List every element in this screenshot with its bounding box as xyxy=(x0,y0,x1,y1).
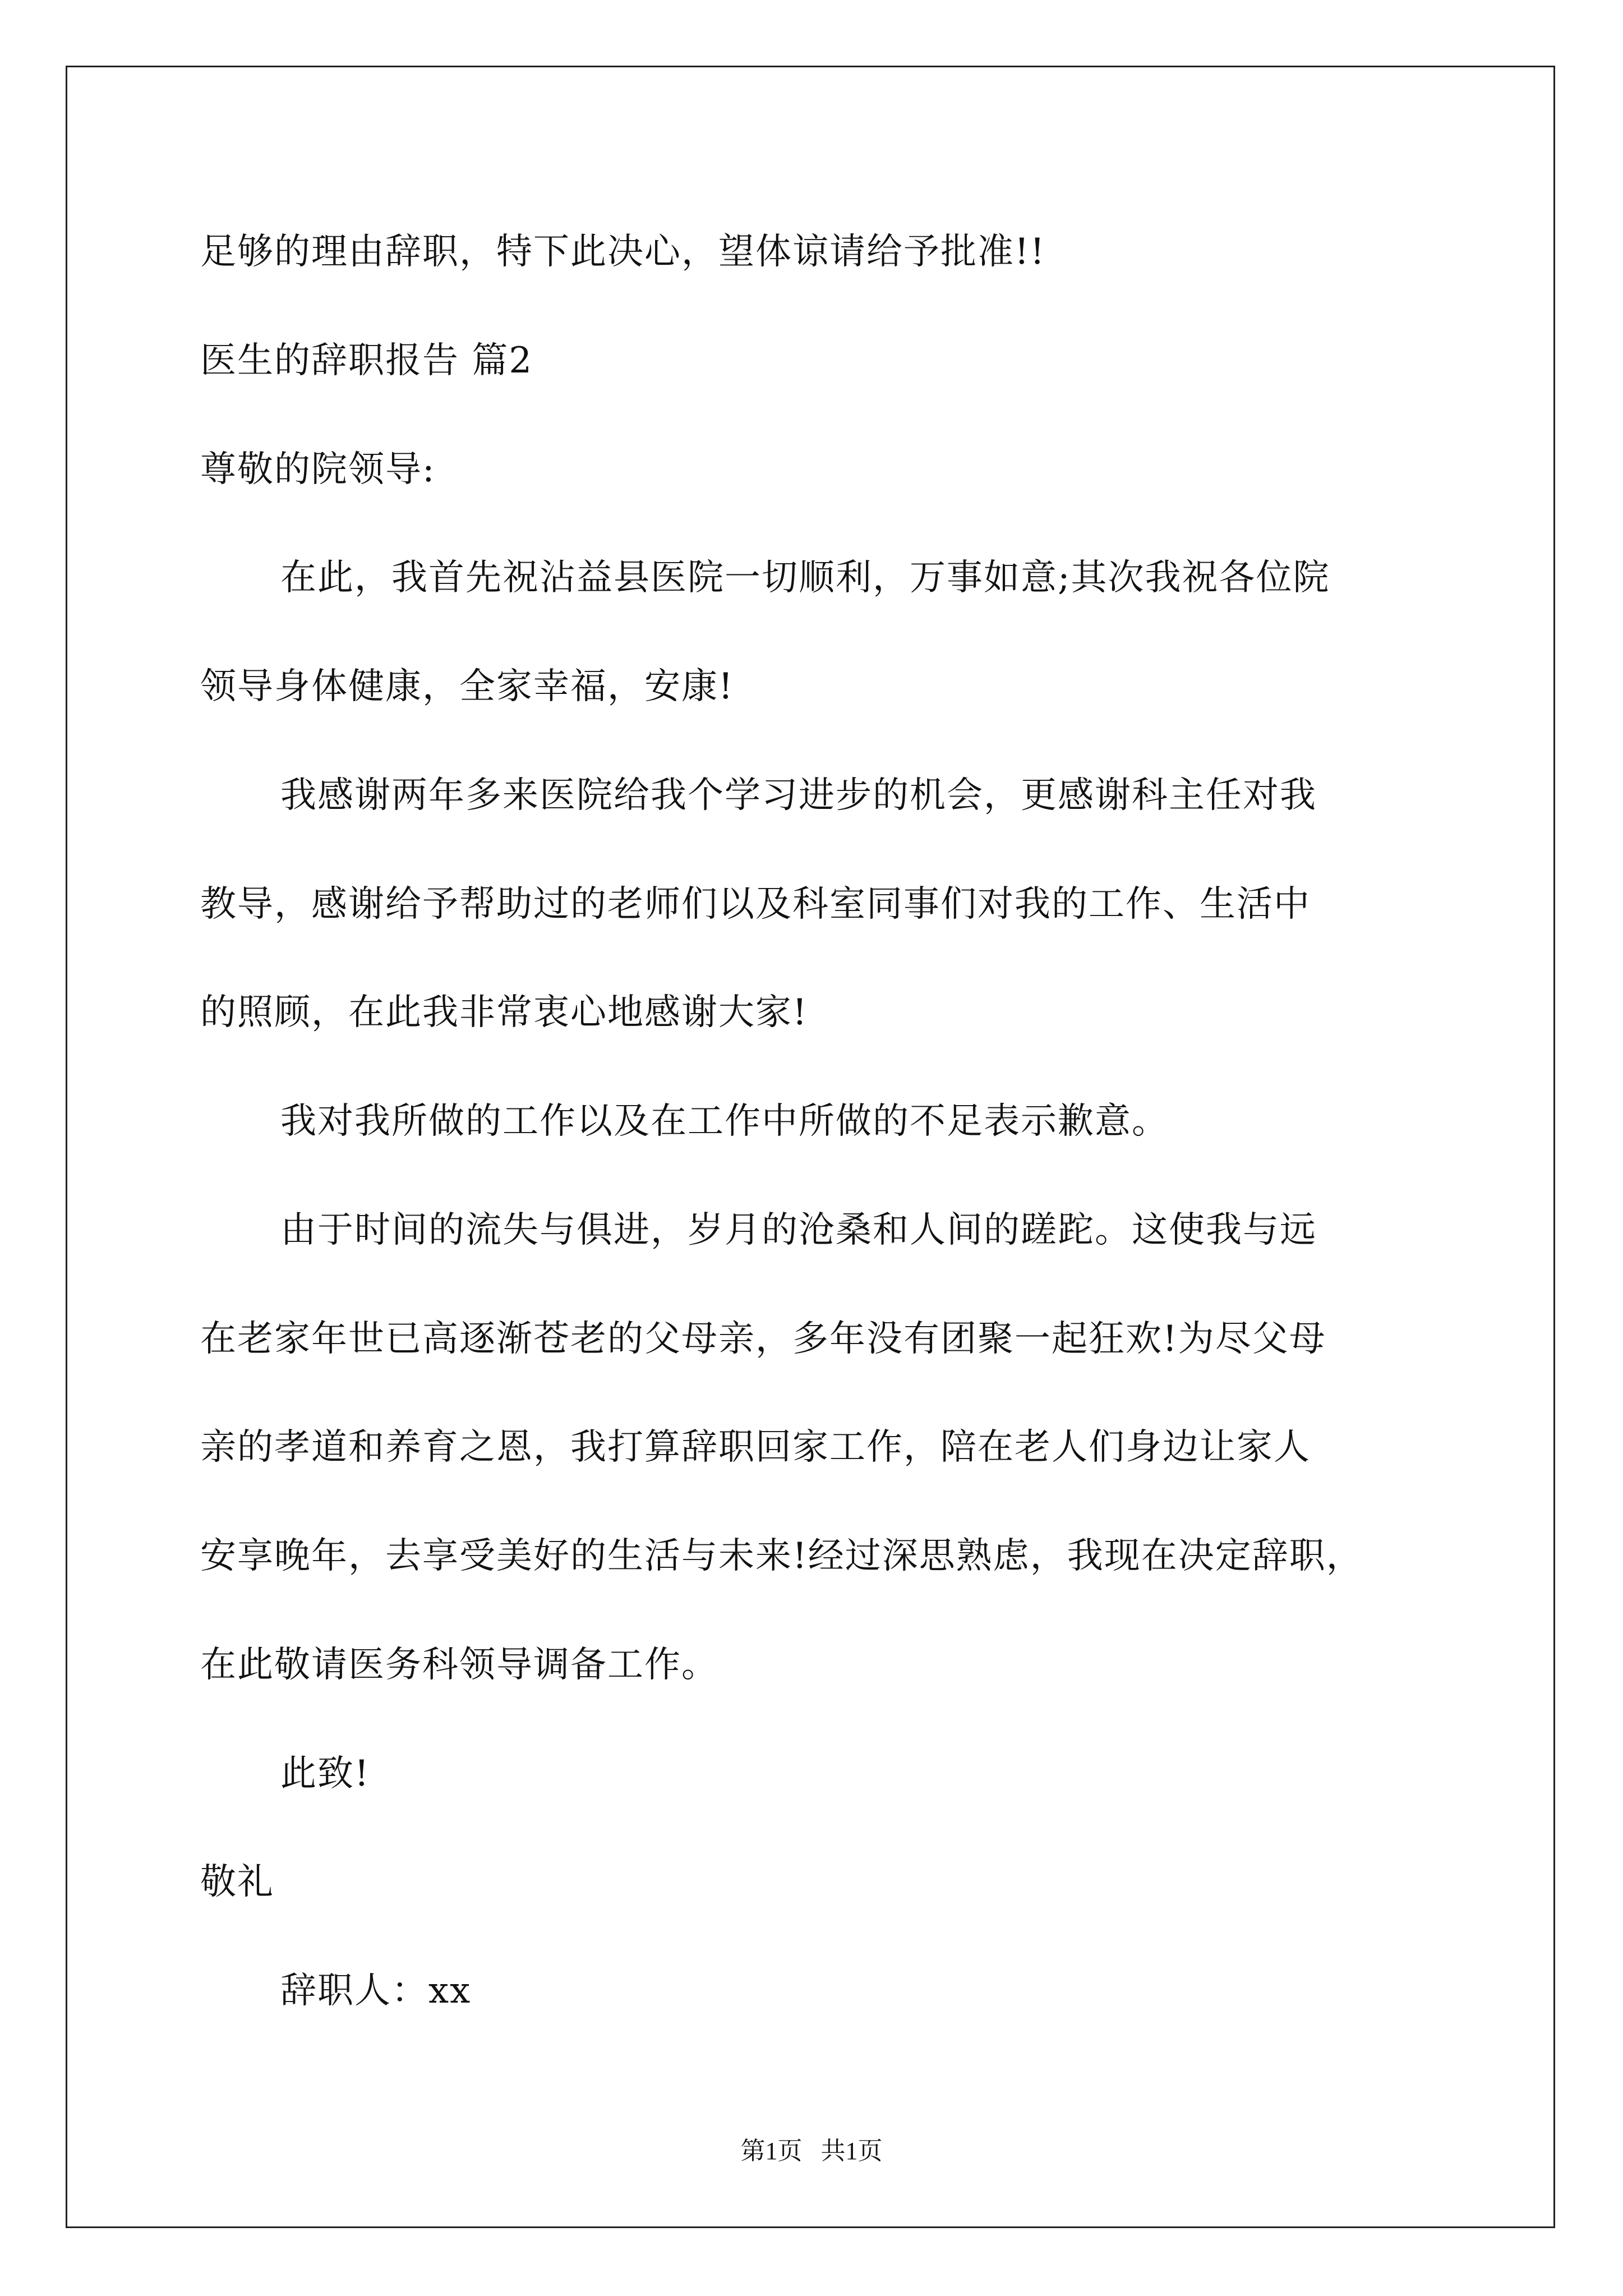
signature-line: 辞职人：xx xyxy=(280,1970,472,2012)
page-border xyxy=(66,66,1555,2228)
body-paragraph-4-line-4: 安享晚年，去享受美好的生活与未来!经过深思熟虑，我现在决定辞职， xyxy=(200,1535,1363,1577)
closing-salute: 敬礼 xyxy=(200,1861,274,1903)
closing-line-previous-letter: 足够的理由辞职，特下此决心，望体谅请给予批准!! xyxy=(200,231,1046,273)
body-paragraph-2-line-1: 我感谢两年多来医院给我个学习进步的机会，更感谢科主任对我 xyxy=(280,775,1317,816)
body-paragraph-2-line-3: 的照顾，在此我非常衷心地感谢大家! xyxy=(200,992,808,1033)
body-paragraph-1-line-1: 在此，我首先祝沾益县医院一切顺利，万事如意;其次我祝各位院 xyxy=(280,557,1330,599)
page-number-footer: 第1页 共1页 xyxy=(740,2137,883,2165)
section-heading: 医生的辞职报告 篇2 xyxy=(200,340,533,381)
body-paragraph-2-line-2: 教导，感谢给予帮助过的老师们以及科室同事们对我的工作、生活中 xyxy=(200,884,1311,925)
body-paragraph-4-line-3: 亲的孝道和养育之恩，我打算辞职回家工作，陪在老人们身边让家人 xyxy=(200,1427,1311,1468)
body-paragraph-4-line-5: 在此敬请医务科领导调备工作。 xyxy=(200,1644,718,1686)
closing-phrase: 此致! xyxy=(280,1753,370,1795)
body-paragraph-3-line-1: 我对我所做的工作以及在工作中所做的不足表示歉意。 xyxy=(280,1101,1169,1142)
body-paragraph-1-line-2: 领导身体健康，全家幸福，安康! xyxy=(200,666,734,707)
body-paragraph-4-line-1: 由于时间的流失与俱进，岁月的沧桑和人间的蹉跎。这使我与远 xyxy=(280,1209,1317,1251)
salutation: 尊敬的院领导: xyxy=(200,449,436,490)
body-paragraph-4-line-2: 在老家年世已高逐渐苍老的父母亲，多年没有团聚一起狂欢!为尽父母 xyxy=(200,1318,1326,1360)
